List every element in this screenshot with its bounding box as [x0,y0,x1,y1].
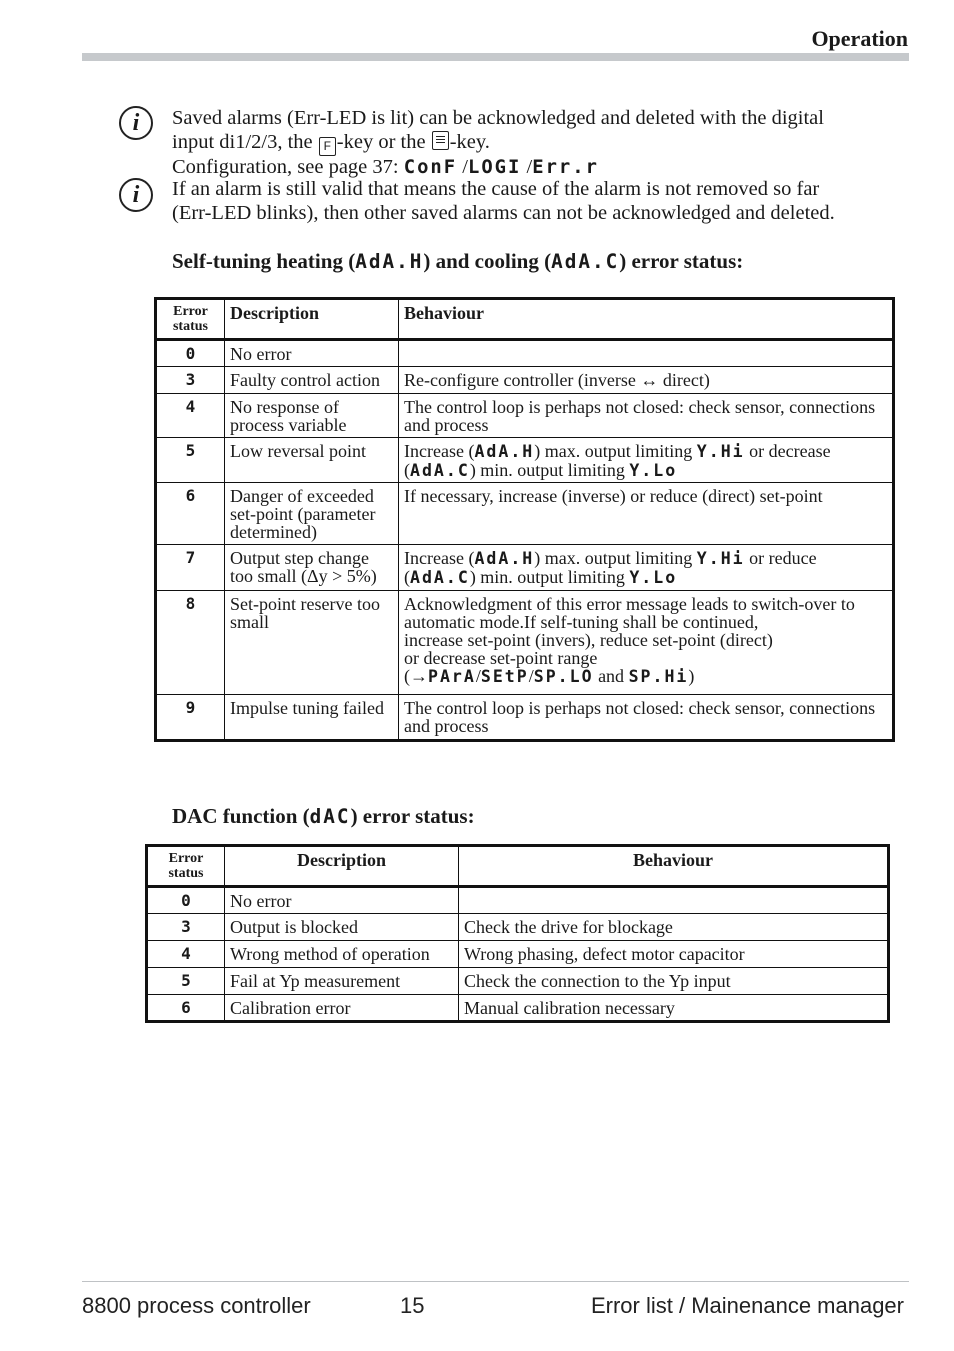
error-behaviour: If necessary, increase (inverse) or reduce (direct) set-point [399,483,894,545]
table-row [147,887,889,914]
behaviour-text: ) [688,666,695,686]
note-text: -key. [449,130,490,153]
behaviour-line: automatic mode.If self-tuning shall be continued, [404,612,759,632]
error-code: 8 [156,591,225,695]
error-code: 6 [156,483,225,545]
column-header-description: Description [225,846,459,887]
param-code: PArA [428,667,476,686]
behaviour-line: Acknowledgment of this error message leads to switch-over to [404,594,855,614]
note-line: If an alarm is still valid that means the cause of the alarm is not removed so far [172,178,820,200]
table-row [147,914,889,941]
self-tuning-error-table [154,297,895,742]
config-path: Configuration, see page 37: ConF /LOGI /Err.r [172,155,599,178]
footer-rule [82,1281,909,1282]
param-code: AdA.H [474,442,535,461]
param-code: AdA.C [410,568,470,587]
error-code: 6 [147,995,225,1022]
error-description: Output step change too small (Δy > 5%) [225,545,399,591]
section-title-self-tuning [172,249,743,274]
error-behaviour: Re-configure controller (inverse ↔ direct) [399,367,894,394]
param-code: AdA.H [355,250,424,273]
header-rule [82,53,909,61]
param-code: SP.Hi [628,667,689,686]
section-title-dac [172,804,475,829]
table-row [156,483,894,545]
error-description: No response of process variable [225,394,399,438]
error-description: Fail at Yp measurement [225,968,459,995]
behaviour-text: ( [404,460,410,480]
behaviour-line: or decrease set-point range [404,648,598,668]
table-header-row [147,846,889,887]
note-line: Saved alarms (Err-LED is lit) can be acknowledged and deleted with the digital [172,107,824,129]
column-header-behaviour: Behaviour [459,846,889,887]
note-line: (Err-LED blinks), then other saved alarms can not be acknowledged and deleted. [172,201,835,224]
table-row [156,438,894,483]
error-description: Impulse tuning failed [225,695,399,741]
behaviour-text: ) min. output limiting [469,460,625,480]
param-code: Err.r [532,155,599,178]
header-text: status [172,319,208,334]
error-code: 4 [156,394,225,438]
behaviour-text: ) min. output limiting [469,567,625,587]
error-code: 3 [156,367,225,394]
behaviour-text: (→ [404,666,428,686]
header-text: Error [173,304,208,319]
error-code: 7 [156,545,225,591]
title-text: Self-tuning heating ( [172,249,356,273]
error-description: No error [225,887,459,914]
note-text: Configuration, see page 37: [172,155,399,178]
title-text: DAC function ( [172,804,310,828]
column-header-code [156,299,225,340]
param-code: AdA.C [551,250,620,273]
param-code: SP.LO [533,667,594,686]
error-description: Output is blocked [225,914,459,941]
error-behaviour: Manual calibration necessary [459,995,889,1022]
dac-error-table [145,844,890,1023]
footer-chapter: Error list / Mainenance manager [590,1293,904,1318]
param-code: dAC [309,805,351,828]
page-section-title: Operation [811,26,908,51]
footer-page-number: 15 [400,1293,425,1318]
error-description: No error [225,340,399,367]
table-header-row [156,299,894,340]
column-header-description: Description [225,299,399,340]
title-text: ) and cooling ( [423,249,552,273]
error-behaviour [459,887,889,914]
behaviour-text: ) max. output limiting [534,441,693,461]
param-code: LOGI [467,155,522,178]
note-text: input di1/2/3, the [172,130,313,153]
param-code: AdA.C [410,461,470,480]
error-code: 0 [156,340,225,367]
info-icon: i [119,178,153,212]
behaviour-text: Increase ( [404,548,475,568]
table-row [156,394,894,438]
error-behaviour: The control loop is perhaps not closed: check sensor, connections and process [399,695,894,741]
error-behaviour: Check the connection to the Yp input [459,968,889,995]
note-alarm-valid [172,178,835,225]
error-description: Danger of exceeded set-point (parameter determined) [225,483,399,545]
error-behaviour [399,545,894,591]
error-description: Set-point reserve too small [225,591,399,695]
error-behaviour: Acknowledgment of this error message leads to switch-over to automatic mode.If self-tuning shall be continued, increase set-point (invers), reduce set-point (direct) or decrease set-point range (→PArA/SEtP/SP.LO and SP.Hi) [399,591,894,695]
behaviour-text: Increase ( [404,441,475,461]
title-text: ) error status: [350,804,475,828]
footer-product: 8800 process controller [82,1293,311,1318]
behaviour-text: and [598,666,625,686]
behaviour-text: or decrease [749,441,831,461]
table-row [156,545,894,591]
header-text: Error [168,851,204,866]
table-row [156,591,894,695]
table-row [156,340,894,367]
error-code: 3 [147,914,225,941]
note-line [172,131,824,156]
table-row [147,968,889,995]
error-behaviour [399,438,894,483]
param-code: Y.Hi [696,442,745,461]
error-description: Wrong method of operation [225,941,459,968]
error-behaviour: The control loop is perhaps not closed: check sensor, connections and process [399,394,894,438]
note-text: -key or the [336,130,426,153]
behaviour-text: ) max. output limiting [534,548,693,568]
info-icon: i [119,106,153,140]
table-row [147,941,889,968]
param-code: Y.Lo [629,461,678,480]
param-code: SEtP [480,667,529,686]
table-row [156,695,894,741]
error-behaviour: Check the drive for blockage [459,914,889,941]
table-row [156,367,894,394]
error-description: Faulty control action [225,367,399,394]
error-code: 4 [147,941,225,968]
error-code: 5 [147,968,225,995]
selection-key-icon [432,131,449,150]
column-header-behaviour: Behaviour [399,299,894,340]
error-code: 9 [156,695,225,741]
table-row [147,995,889,1022]
behaviour-line: increase set-point (invers), reduce set-point (direct) [404,630,773,650]
param-code: ConF [403,155,458,178]
error-code: 5 [156,438,225,483]
param-code: Y.Hi [696,549,745,568]
error-description: Low reversal point [225,438,399,483]
behaviour-text: or reduce [749,548,817,568]
header-text: status [168,866,204,881]
error-code: 0 [147,887,225,914]
error-behaviour [399,340,894,367]
param-code: Y.Lo [629,568,678,587]
behaviour-text: ( [404,567,410,587]
title-text: ) error status: [619,249,744,273]
error-description: Calibration error [225,995,459,1022]
error-behaviour: Wrong phasing, defect motor capacitor [459,941,889,968]
f-key-icon: F [319,137,336,156]
column-header-code [147,846,225,887]
param-code: AdA.H [474,549,535,568]
note-acknowledge [172,107,824,179]
